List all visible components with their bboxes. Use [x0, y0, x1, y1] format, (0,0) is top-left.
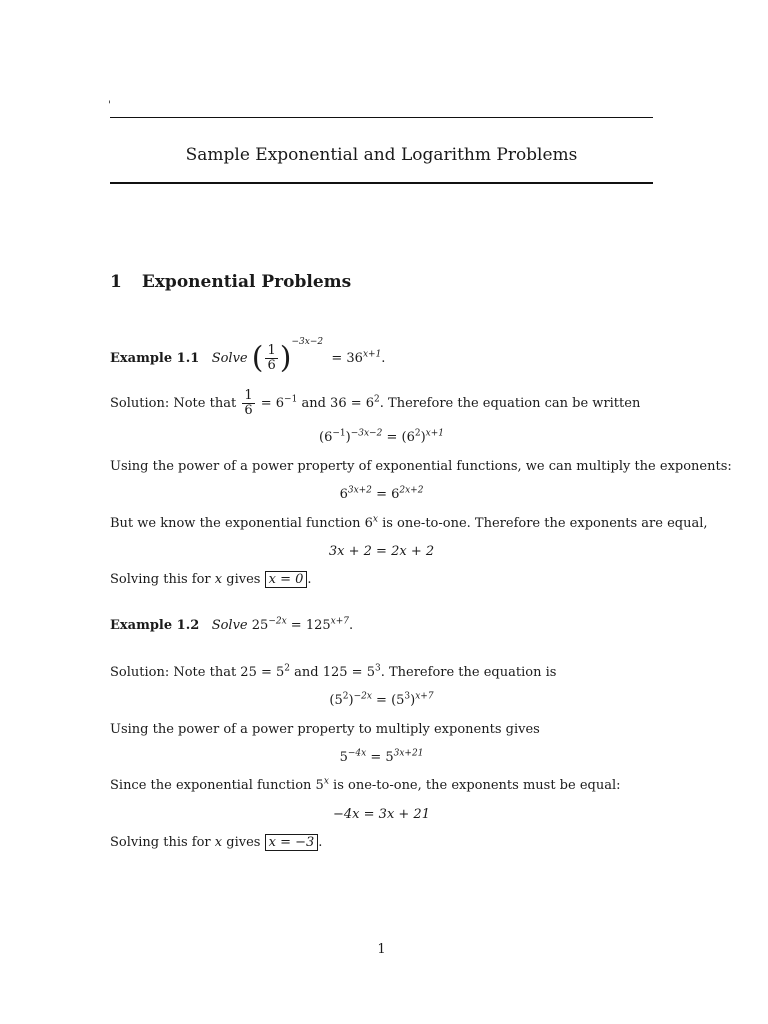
answer-box: x = −3: [265, 834, 319, 851]
paragraph: Solving this for x gives x = −3 .: [110, 835, 323, 850]
solve-label: Solve: [211, 351, 248, 366]
title-top-rule: [110, 117, 653, 118]
title-bottom-rule: [110, 182, 653, 184]
solve-label: Solve: [211, 618, 248, 633]
section-heading: [110, 272, 351, 292]
paragraph: Since the exponential function 5$^x$ is one-to-one, the exponents must be equal:: [110, 776, 621, 793]
equation-display: 3x + 2 = 2x + 2: [328, 544, 435, 559]
example-label: Example 1.2: [110, 618, 200, 633]
answer-box: x = 0: [265, 571, 308, 588]
page-title: Sample Exponential and Logarithm Problems: [185, 145, 578, 165]
example-1-1-statement: Example 1.1 Solve ( $\frac{1}{6}$ )$^{-3x-2} = 36^{x+1}$.: [110, 337, 386, 376]
corner-mark: ': [108, 100, 111, 111]
example-label: Example 1.1: [110, 351, 200, 366]
paragraph: Using the power of a power property to multiply exponents gives: [110, 722, 540, 737]
paragraph: But we know the exponential function 6$^x$ is one-to-one. Therefore the exponents are equal,: [110, 514, 708, 531]
equation-display: −4x = 3x + 21: [333, 807, 430, 822]
example-1-2-solution-intro: Solution: Note that $25 = 5^2$ and $125 = 5^3$. Therefore the equation is: [110, 663, 557, 680]
page-number: 1: [377, 942, 386, 957]
equation-display: $6^{3x+2} = 6^{2x+2}$: [339, 485, 424, 502]
paragraph: Using the power of a power property of exponential functions, we can multiply the exponents:: [110, 459, 732, 474]
fraction: $\frac{1}{6}$: [267, 343, 276, 373]
fraction: $\frac{1}{6}$: [244, 388, 253, 418]
example-1-1-solution-intro: Solution: Note that $\frac{1}{6}$ = $6^{-1}$ and $36 = 6^2$. Therefore the equation can be written: [110, 388, 641, 418]
example-1-2-statement: Example 1.2 Solve $25^{-2x} = 125^{x+7}$.: [110, 616, 354, 633]
equation-display: $(6^{-1})^{-3x-2} = (6^2)^{x+1}$: [319, 428, 444, 445]
equation-display: $(5^2)^{-2x} = (5^3)^{x+7}$: [329, 691, 434, 708]
section-number: 1: [110, 272, 122, 292]
section-title: Exponential Problems: [141, 272, 352, 292]
paragraph: Solving this for x gives x = 0 .: [110, 572, 312, 587]
equation-display: $5^{-4x} = 5^{3x+21}$: [339, 748, 424, 765]
